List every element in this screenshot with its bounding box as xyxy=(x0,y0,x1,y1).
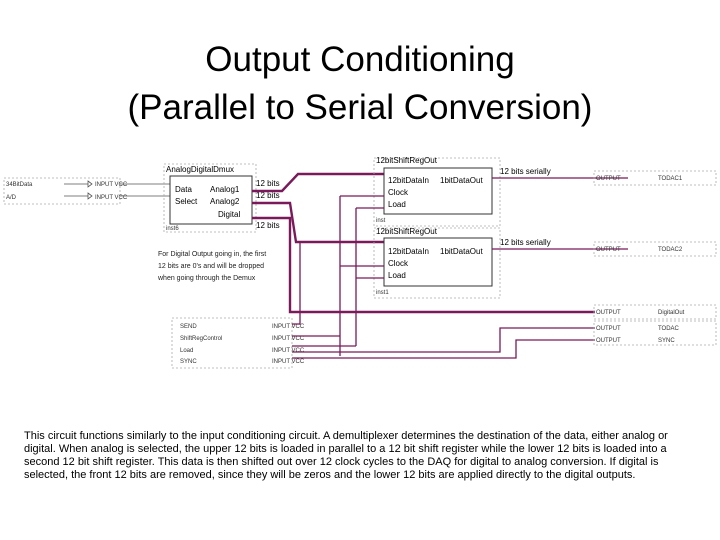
shift-register-1-in-data: 12bitDataIn xyxy=(388,176,429,185)
demux-out-analog1: Analog1 xyxy=(210,185,240,194)
description-paragraph: This circuit functions similarly to the input conditioning circuit. A demultiplexer determines the destination of the data, either analog or digital. When analog is selected, the upper 12 bits is loaded in parallel to a 12 bit shift register while the lower 12 bits is loaded into a second 12 bit shift register. This data is then shifted out over 12 clock cycles to the DAQ for digital to analog conversion. If digital is selected, the front 12 bits are removed, since they will be zeros and the lower 12 bits are applied directly to the digital outputs. xyxy=(24,430,668,481)
output-pin-todac2-name: TODAC2 xyxy=(658,247,683,253)
bus-label-analog1: 12 bits xyxy=(256,179,280,188)
output-pin-sync xyxy=(596,338,675,344)
output-pin-todac1 xyxy=(594,171,716,185)
shift-register-1-inst: inst xyxy=(376,218,386,224)
input-pin-ad xyxy=(6,193,128,201)
bottom-input-type-4: INPUT VCC xyxy=(272,359,305,365)
shift-register-1 xyxy=(374,156,500,226)
input-pin-data-type: INPUT VCC xyxy=(95,182,128,188)
slide-title-line2: (Parallel to Serial Conversion) xyxy=(127,88,593,127)
shift-register-2-in-load: Load xyxy=(388,271,406,280)
bottom-input-type-3: INPUT VCC xyxy=(272,348,305,354)
demux-out-digital: Digital xyxy=(218,210,241,219)
bottom-input-load: Load xyxy=(180,348,194,354)
input-pin-ad-type: INPUT VCC xyxy=(95,195,128,201)
output-pin-todac-name: TODAC xyxy=(658,326,679,332)
output-pin-digitalout xyxy=(594,305,716,319)
bus-label-digital: 12 bits xyxy=(256,221,280,230)
bottom-input-type-2: INPUT VCC xyxy=(272,336,305,342)
demux-note-line2: 12 bits are 0's and will be dropped xyxy=(158,263,265,270)
demux-out-analog2: Analog2 xyxy=(210,197,240,206)
shift-register-2-in-data: 12bitDataIn xyxy=(388,247,429,256)
bottom-input-shiftregcontrol: ShiftRegControl xyxy=(180,336,223,342)
serial-label-2: 12 bits serially xyxy=(500,238,551,247)
demux-note xyxy=(157,251,266,282)
shift-register-1-in-load: Load xyxy=(388,200,406,209)
output-pin-digitalout-name: DigitalOut xyxy=(658,310,685,316)
demux-block xyxy=(164,164,256,232)
bus-label-analog2: 12 bits xyxy=(256,191,280,200)
demux-note-line1: For Digital Output going in, the first xyxy=(158,251,267,258)
output-pin-sync-type: OUTPUT xyxy=(596,338,621,344)
serial-label-1: 12 bits serially xyxy=(500,167,551,176)
output-pin-todac1-type: OUTPUT xyxy=(596,176,621,182)
output-pin-todac2-type: OUTPUT xyxy=(596,247,621,253)
bottom-input-sync: SYNC xyxy=(180,359,197,365)
bottom-input-send: SEND xyxy=(180,324,197,330)
bottom-input-group xyxy=(172,318,305,368)
output-pin-todac-type: OUTPUT xyxy=(596,326,621,332)
bottom-input-type-1: INPUT VCC xyxy=(272,324,305,330)
shift-register-2-inst: inst1 xyxy=(376,290,389,296)
slide-title-line1: Output Conditioning xyxy=(205,40,515,79)
shift-register-2-in-clock: Clock xyxy=(388,259,409,268)
demux-name: AnalogDigitalDmux xyxy=(166,165,235,174)
shift-register-1-name: 12bitShiftRegOut xyxy=(376,156,437,165)
shift-register-1-out: 1bitDataOut xyxy=(440,176,483,185)
shift-register-2-out: 1bitDataOut xyxy=(440,247,483,256)
shift-register-2-name: 12bitShiftRegOut xyxy=(376,227,437,236)
input-pin-data-name: 34BitData xyxy=(6,182,33,188)
input-pin-ad-name: A/D xyxy=(6,195,17,201)
output-pin-todac2 xyxy=(594,242,716,256)
demux-in-select: Select xyxy=(175,197,198,206)
shift-register-2 xyxy=(374,227,500,298)
wire-sync xyxy=(292,340,595,358)
shift-register-1-in-clock: Clock xyxy=(388,188,409,197)
demux-note-line3: when going through the Demux xyxy=(158,275,256,282)
output-pin-digitalout-type: OUTPUT xyxy=(596,310,621,316)
demux-inst: inst6 xyxy=(166,226,179,232)
output-pin-sync-name: SYNC xyxy=(658,338,675,344)
output-pin-todac1-name: TODAC1 xyxy=(658,176,683,182)
demux-in-data: Data xyxy=(175,185,192,194)
